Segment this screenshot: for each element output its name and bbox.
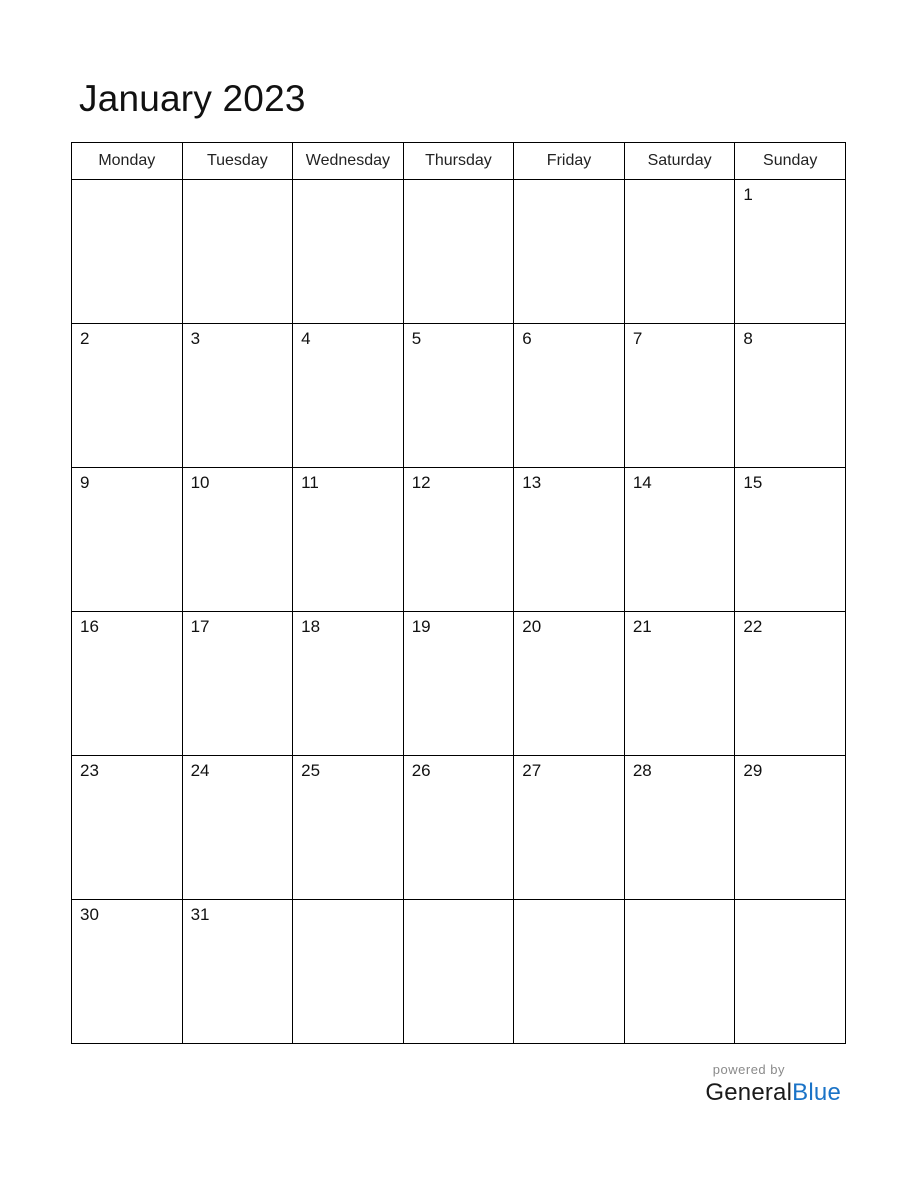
day-number: 6 (522, 329, 532, 348)
brand-blue-text: Blue (792, 1079, 841, 1106)
day-number: 3 (190, 329, 201, 348)
day-number: 11 (301, 473, 319, 492)
day-number (72, 180, 182, 186)
day-cell (182, 324, 293, 468)
brand-general-text: General (705, 1079, 793, 1106)
calendar-grid (71, 142, 846, 1044)
calendar-body (72, 180, 846, 1044)
weekday-header-wednesday: Wednesday (293, 143, 404, 180)
day-cell (624, 468, 735, 612)
day-number: 8 (743, 329, 753, 348)
week-row (72, 468, 846, 612)
weekday-header-saturday: Saturday (624, 143, 735, 180)
day-number (293, 900, 403, 906)
day-cell (293, 180, 404, 324)
day-cell (514, 180, 625, 324)
day-number: 16 (80, 617, 99, 636)
day-number: 9 (80, 473, 90, 492)
day-number: 23 (80, 761, 99, 780)
day-cell (72, 180, 183, 324)
day-number: 30 (80, 905, 99, 924)
weekday-header-friday: Friday (514, 143, 625, 180)
weekday-header-tuesday: Tuesday (182, 143, 293, 180)
day-cell (182, 468, 293, 612)
day-cell (182, 900, 293, 1044)
day-cell (624, 612, 735, 756)
day-number: 22 (743, 617, 763, 636)
week-row (72, 900, 846, 1044)
page-title: January 2023 (79, 78, 306, 119)
day-cell (514, 756, 625, 900)
day-number (293, 180, 403, 186)
day-cell (624, 180, 735, 324)
day-number: 12 (411, 473, 431, 492)
day-cell (293, 468, 404, 612)
day-number: 17 (190, 617, 210, 636)
day-cell (624, 756, 735, 900)
day-cell (735, 900, 846, 1044)
day-number: 19 (411, 617, 431, 636)
day-cell (514, 612, 625, 756)
day-cell (514, 468, 625, 612)
day-number: 29 (743, 761, 763, 780)
week-row (72, 324, 846, 468)
weekday-header-row (72, 143, 846, 180)
day-number: 1 (743, 185, 753, 204)
day-cell (735, 324, 846, 468)
weekday-header-monday: Monday (72, 143, 183, 180)
day-cell (182, 180, 293, 324)
day-cell (403, 756, 514, 900)
day-cell (72, 324, 183, 468)
weekday-header-thursday: Thursday (403, 143, 514, 180)
day-cell (403, 324, 514, 468)
day-number: 14 (632, 473, 652, 492)
day-number: 10 (190, 473, 210, 492)
day-cell (735, 756, 846, 900)
day-cell (72, 468, 183, 612)
day-number (735, 900, 845, 906)
day-cell (735, 468, 846, 612)
day-cell (403, 612, 514, 756)
day-number: 18 (301, 617, 321, 636)
day-number: 31 (190, 905, 210, 924)
day-number: 5 (411, 329, 422, 348)
week-row (72, 612, 846, 756)
day-cell (72, 756, 183, 900)
day-number: 7 (632, 329, 643, 348)
day-number: 15 (743, 473, 763, 492)
day-cell (293, 612, 404, 756)
day-cell (293, 756, 404, 900)
day-cell (624, 324, 735, 468)
day-cell (403, 900, 514, 1044)
day-cell (293, 324, 404, 468)
day-number: 13 (522, 473, 542, 492)
day-number: 2 (80, 329, 90, 348)
day-cell (514, 900, 625, 1044)
day-number: 4 (301, 329, 311, 348)
day-number: 26 (411, 761, 431, 780)
day-number: 28 (632, 761, 652, 780)
day-number (404, 180, 514, 186)
footer-branding (705, 1062, 841, 1108)
day-cell (514, 324, 625, 468)
day-number (514, 900, 624, 906)
day-number (514, 180, 624, 186)
day-number: 25 (301, 761, 321, 780)
day-number: 27 (522, 761, 542, 780)
day-cell (72, 612, 183, 756)
week-row (72, 180, 846, 324)
day-cell (182, 756, 293, 900)
day-number: 24 (190, 761, 210, 780)
day-cell (403, 180, 514, 324)
day-number (625, 180, 735, 186)
day-cell (735, 612, 846, 756)
brand-logo (705, 1078, 841, 1108)
day-number: 20 (522, 617, 542, 636)
day-cell (735, 180, 846, 324)
day-number (183, 180, 293, 186)
day-number: 21 (632, 617, 652, 636)
powered-by-text: powered by (712, 1062, 785, 1077)
day-cell (403, 468, 514, 612)
day-cell (293, 900, 404, 1044)
day-number (404, 900, 514, 906)
day-cell (182, 612, 293, 756)
day-number (625, 900, 735, 906)
weekday-header-sunday: Sunday (735, 143, 846, 180)
day-cell (72, 900, 183, 1044)
day-cell (624, 900, 735, 1044)
week-row (72, 756, 846, 900)
